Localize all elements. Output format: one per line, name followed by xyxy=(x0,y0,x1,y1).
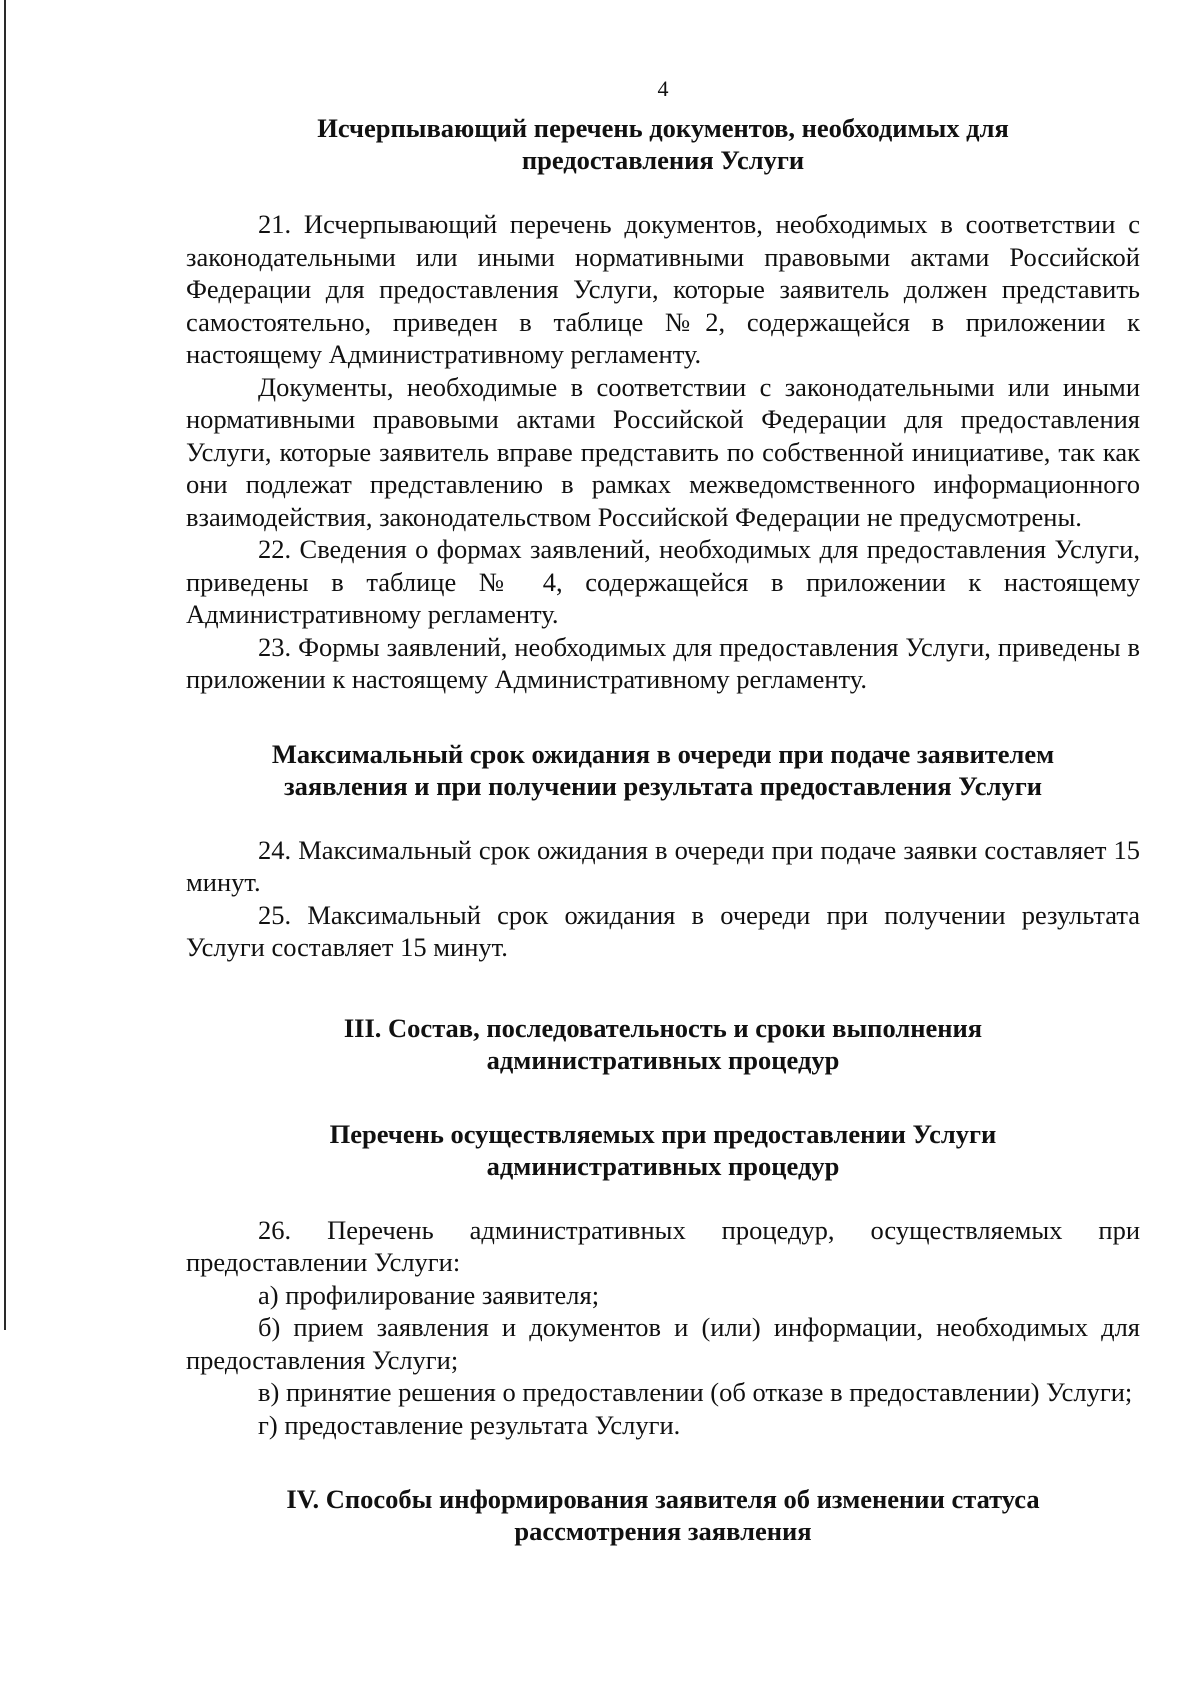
spacer xyxy=(186,802,1140,834)
heading-line: административных процедур xyxy=(486,1150,840,1181)
heading-line: предоставления Услуги xyxy=(521,145,805,175)
spacer xyxy=(186,1182,1140,1214)
heading-line: Перечень осуществляемых при предоставлении Услуги xyxy=(329,1118,997,1149)
paragraph-25: 25. Максимальный срок ожидания в очереди при получении результата Услуги составляет 15 минут. xyxy=(186,899,1140,962)
list-item-v: в) принятие решения о предоставлении (об отказе в предоставлении) Услуги; xyxy=(258,1377,1133,1407)
spacer xyxy=(186,964,1140,1012)
page-number: 4 xyxy=(657,76,669,101)
spacer xyxy=(186,176,1140,208)
documents-list-heading xyxy=(186,112,1140,176)
scan-edge-line xyxy=(4,0,6,1330)
paragraph-24: 24. Максимальный срок ожидания в очереди при подаче заявки составляет 15 минут. xyxy=(186,834,1140,897)
document-page xyxy=(186,76,1140,1547)
heading-line: рассмотрения заявления xyxy=(514,1516,812,1546)
spacer xyxy=(186,696,1140,738)
heading-line: III. Состав, последовательность и сроки выполнения xyxy=(343,1012,983,1043)
list-item-b: б) прием заявления и документов и (или) информации, необходимых для предоставления Услуги; xyxy=(186,1312,1140,1375)
waiting-time-heading xyxy=(186,738,1140,802)
paragraph-23: 23. Формы заявлений, необходимых для предоставления Услуги, приведены в приложении к настоящему Административному регламенту. xyxy=(186,631,1140,694)
heading-line: IV. Способы информирования заявителя об изменении статуса xyxy=(286,1484,1040,1514)
paragraph-22: 22. Сведения о формах заявлений, необходимых для предоставления Услуги, приведены в таблице № 4, содержащейся в приложении к настоящему Административному регламенту. xyxy=(186,534,1140,629)
heading-line: административных процедур xyxy=(486,1044,840,1075)
paragraph-documents-initiative: Документы, необходимые в соответствии с законодательными или иными нормативными правовыми актами Российской Федерации для предоставления Услуги, которые заявитель вправе представить по собственной инициативе, так как они подлежат представлению в рамках межведомственного информационного взаимодействия, законодательством Российской Федерации не предусмотрены. xyxy=(186,371,1140,532)
heading-line: заявления и при получении результата предоставления Услуги xyxy=(283,770,1042,801)
paragraph-21: 21. Исчерпывающий перечень документов, необходимых в соответствии с законодательными или иными нормативными правовыми актами Российской Федерации для предоставления Услуги, которые заявитель должен представить самостоятельно, приведен в таблице №2, содержащейся в приложении к настоящему Административному регламенту. xyxy=(186,209,1140,369)
section-4-heading xyxy=(186,1483,1140,1547)
list-item-a: а) профилирование заявителя; xyxy=(258,1279,600,1310)
procedures-list-heading xyxy=(186,1118,1140,1182)
heading-line: Исчерпывающий перечень документов, необходимых для xyxy=(317,113,1009,143)
spacer xyxy=(186,1441,1140,1483)
section-3-heading xyxy=(186,1012,1140,1076)
heading-line: Максимальный срок ожидания в очереди при подаче заявителем xyxy=(271,738,1055,769)
spacer xyxy=(186,1076,1140,1118)
paragraph-26: 26. Перечень административных процедур, осуществляемых при предоставлении Услуги: xyxy=(186,1214,1140,1277)
list-item-g: г) предоставление результата Услуги. xyxy=(258,1409,681,1440)
